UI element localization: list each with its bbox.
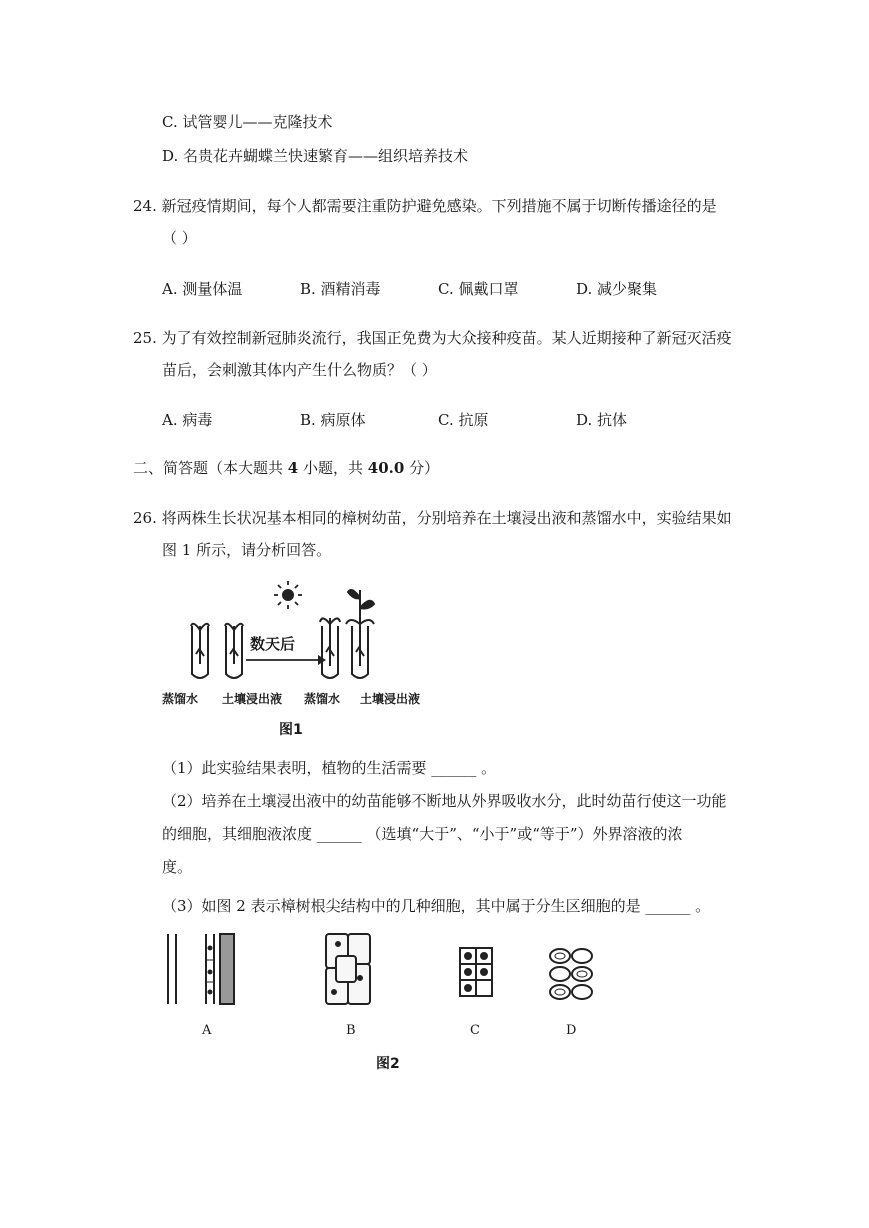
q23-option-c: C. 试管婴儿——克隆技术 [162, 113, 333, 131]
figure-1-label-distilled-after: 蒸馏水 [304, 692, 341, 706]
test-tube-distilled-after [320, 618, 340, 678]
figure-2-caption: 图2 [376, 1056, 400, 1072]
q26-sub2-line2: 的细胞，其细胞液浓度 ______ （选填“大于”、“小于”或“等于”）外界溶液的浓 [162, 825, 683, 843]
q25-option-a: A. 病毒 [162, 411, 213, 429]
figure-1-arrow-label: 数天后 [250, 635, 296, 653]
figure-1-label-soil-before: 土壤浸出液 [222, 692, 283, 706]
test-tube-soil-before [225, 624, 243, 678]
q26-sub3: （3）如图 2 表示樟树根尖结构中的几种细胞，其中属于分生区细胞的是 ______ 。 [162, 897, 711, 915]
cell-d-drawing [550, 949, 592, 999]
arrow-icon [246, 655, 326, 665]
cell-b-drawing [326, 934, 370, 1004]
section-heading-suffix: 分） [404, 459, 440, 477]
q25-stem-line2: 苗后，会刺激其体内产生什么物质？（ ） [162, 361, 437, 379]
q25-stem-line1: 25. 为了有效控制新冠肺炎流行，我国正免费为大众接种疫苗。某人近期接种了新冠灭活疫 [133, 329, 732, 347]
figure-1-label-distilled-before: 蒸馏水 [162, 692, 199, 706]
q24-option-a: A. 测量体温 [162, 280, 243, 298]
q24-option-d: D. 减少聚集 [576, 280, 658, 298]
cell-c-drawing [460, 948, 492, 996]
cell-a-drawing [168, 934, 234, 1004]
q26-sub2-line1: （2）培养在土壤浸出液中的幼苗能够不断地从外界吸收水分，此时幼苗行使这一功能 [162, 792, 727, 810]
q24-stem-line1: 24. 新冠疫情期间，每个人都需要注重防护避免感染。下列措施不属于切断传播途径的是 [133, 197, 717, 215]
figure-2-letter-a: A [202, 1023, 212, 1038]
figure-2-letter-b: B [346, 1023, 356, 1038]
q26-sub2-line3: 度。 [162, 858, 193, 876]
sun-icon [274, 581, 302, 609]
figure-2-letter-c: C [470, 1023, 480, 1038]
q25-option-d: D. 抗体 [576, 411, 628, 429]
figure-1-caption: 图1 [279, 722, 303, 738]
q25-option-c: C. 抗原 [438, 411, 489, 429]
q26-stem-line1: 26. 将两株生长状况基本相同的樟树幼苗，分别培养在土壤浸出液和蒸馏水中，实验结果如 [133, 509, 732, 527]
test-tube-soil-after [346, 590, 374, 678]
figure-2-root-cells [160, 930, 620, 1010]
q23-option-d: D. 名贵花卉蝴蝶兰快速繁育——组织培养技术 [162, 147, 469, 165]
test-tube-distilled-before [191, 624, 209, 678]
q24-option-b: B. 酒精消毒 [300, 280, 381, 298]
q24-stem-line2: （ ） [162, 229, 197, 247]
figure-2-letter-d: D [566, 1023, 577, 1038]
section-question-count: 4 [287, 459, 299, 477]
q26-sub1: （1）此实验结果表明，植物的生活需要 ______ 。 [162, 759, 497, 777]
section-heading [133, 458, 439, 478]
q26-stem-line2: 图 1 所示，请分析回答。 [162, 541, 332, 559]
q25-option-b: B. 病原体 [300, 411, 366, 429]
section-heading-middle: 小题，共 [298, 459, 368, 477]
section-total-score: 40.0 [367, 459, 405, 477]
figure-1-label-soil-after: 土壤浸出液 [360, 692, 421, 706]
q24-option-c: C. 佩戴口罩 [438, 280, 519, 298]
section-heading-prefix: 二、简答题（本大题共 [133, 459, 288, 477]
